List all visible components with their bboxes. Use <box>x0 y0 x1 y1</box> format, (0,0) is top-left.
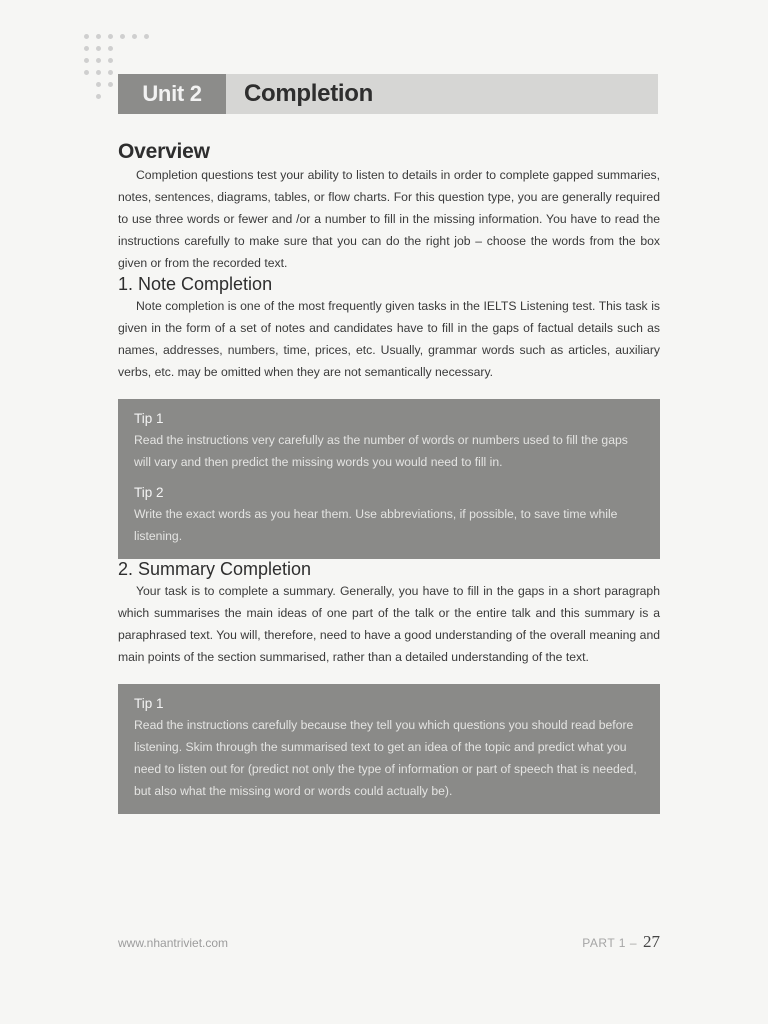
tip-text: Write the exact words as you hear them. Use abbreviations, if possible, to save time while listening. <box>134 507 618 543</box>
note-completion-heading: 1. Note Completion <box>118 274 273 294</box>
website-url: www.nhantriviet.com <box>118 936 229 950</box>
page-indicator <box>582 932 660 952</box>
tip-text: Read the instructions carefully because they tell you which questions you should read before listening. Skim through the summarised text to get an idea of the topic and predict what you need to listen out for (predict not only the type of information or part of speech that is needed, but also what the missing word or words could actually be). <box>134 718 637 798</box>
page-number: 27 <box>643 932 660 951</box>
unit-title: Completion <box>244 80 373 107</box>
page-footer <box>118 932 660 954</box>
summary-completion-tip-box <box>118 684 660 814</box>
summary-completion-paragraph: Your task is to complete a summary. Generally, you have to fill in the gaps in a short paragraph which summarises the main ideas of one part of the talk or the entire talk and this summary is a paraphrased text. You will, therefore, need to have a good understanding of the overall meaning and main points of the section summarised, rather than a detailed understanding of the text. <box>118 584 660 664</box>
overview-heading: Overview <box>118 140 210 163</box>
unit-banner <box>118 74 658 114</box>
tip-label: Tip 1 <box>134 411 164 426</box>
tip-label: Tip 1 <box>134 696 164 711</box>
part-label: PART 1 – <box>582 936 637 950</box>
overview-paragraph: Completion questions test your ability to listen to details in order to complete gapped summaries, notes, sentences, diagrams, tables, or flow charts. For this question type, you are generally required to use three words or fewer and /or a number to fill in the missing information. You have to read the instructions carefully to make sure that you can do the right job – choose the words from the box given or from the recorded text. <box>118 168 660 270</box>
tip-text: Read the instructions very carefully as the number of words or numbers used to fill the gaps will vary and then predict the missing words you would need to fill in. <box>134 433 628 469</box>
note-completion-paragraph: Note completion is one of the most frequently given tasks in the IELTS Listening test. This task is given in the form of a set of notes and candidates have to fill in the gaps of factual details such as names, addresses, numbers, time, prices, etc. Usually, grammar words such as articles, auxiliary verbs, etc. may be omitted when they are not semantically necessary. <box>118 299 660 379</box>
unit-label: Unit 2 <box>118 74 226 114</box>
summary-completion-heading: 2. Summary Completion <box>118 559 312 579</box>
main-content <box>118 140 660 814</box>
note-completion-tip-box <box>118 399 660 559</box>
tip-label: Tip 2 <box>134 485 164 500</box>
